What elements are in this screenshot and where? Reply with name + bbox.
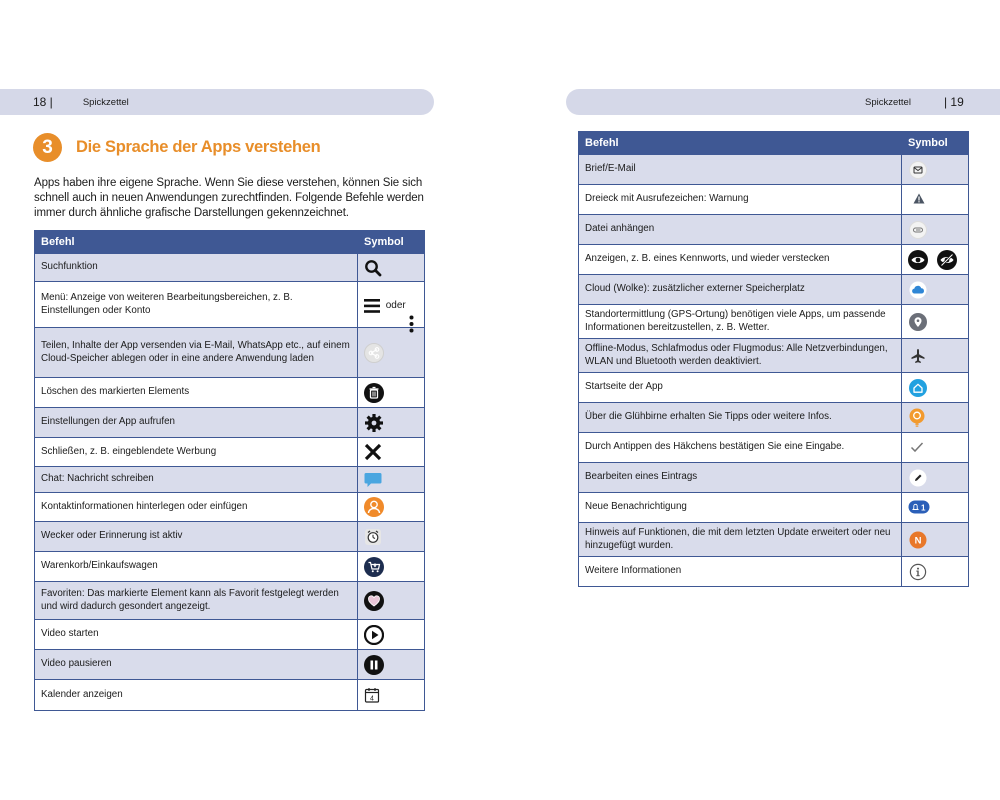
check-icon <box>910 441 924 453</box>
table-row <box>35 680 425 711</box>
table-row <box>579 463 969 493</box>
table-row <box>35 493 425 522</box>
table-row <box>579 339 969 373</box>
command-text: Schließen, z. B. eingeblendete Werbung <box>35 438 358 467</box>
command-table-right <box>578 131 969 587</box>
command-text: Neue Benachrichtigung <box>579 493 902 523</box>
table-row <box>579 523 969 557</box>
table-row <box>579 275 969 305</box>
eye-hidden-icon <box>937 250 957 270</box>
table-row <box>579 373 969 403</box>
table-row <box>35 620 425 650</box>
table-row <box>35 522 425 552</box>
menu-icon <box>364 299 380 313</box>
command-text: Favoriten: Das markierte Element kann als Favorit festgelegt werden und wird dadurch gesondert angezeigt. <box>35 582 358 620</box>
command-text: Hinweis auf Funktionen, die mit dem letzten Update erweitert oder neu hinzugefügt wurden. <box>579 523 902 557</box>
command-text: Offline-Modus, Schlafmodus oder Flugmodus: Alle Netzverbindungen, WLAN und Bluetooth werden deaktiviert. <box>579 339 902 373</box>
header-command: Befehl <box>35 231 358 254</box>
calendar-icon <box>364 687 380 703</box>
close-icon <box>364 443 382 461</box>
table-row <box>579 433 969 463</box>
command-text: Dreieck mit Ausrufezeichen: Warnung <box>579 185 902 215</box>
airplane-icon <box>910 348 926 364</box>
table-row <box>35 582 425 620</box>
or-label: oder <box>385 299 406 311</box>
calendar-day-number: 4 <box>370 695 374 703</box>
info-icon <box>909 563 927 581</box>
gear-icon <box>364 413 384 433</box>
command-text: Startseite der App <box>579 373 902 403</box>
command-text: Weitere Informationen <box>579 557 902 587</box>
command-text: Suchfunktion <box>35 254 358 282</box>
command-text: Kontaktinformationen hinterlegen oder einfügen <box>35 493 358 522</box>
page-number-left: 18 | <box>33 95 53 109</box>
command-text: Menü: Anzeige von weiteren Bearbeitungsbereichen, z. B. Einstellungen oder Konto <box>35 282 358 328</box>
table-row <box>579 245 969 275</box>
location-icon <box>909 313 927 331</box>
table-row <box>579 557 969 587</box>
table-row <box>35 650 425 680</box>
command-text: Über die Glühbirne erhalten Sie Tipps oder weitere Infos. <box>579 403 902 433</box>
new-badge-icon <box>909 531 927 549</box>
command-text: Standortermittlung (GPS-Ortung) benötigen viele Apps, um passende Informationen bereitzustellen, z. B. Wetter. <box>579 305 902 339</box>
table-row <box>35 467 425 493</box>
intro-paragraph: Apps haben ihre eigene Sprache. Wenn Sie diese verstehen, können Sie sich schnell auch in neuen Anwendungen zurechtfinden. Folgende Befehle werden immer durch ähnliche grafische Darstellungen gekennzeichnet. <box>34 177 424 220</box>
contact-icon <box>364 497 384 517</box>
command-text: Anzeigen, z. B. eines Kennworts, und wieder verstecken <box>579 245 902 275</box>
command-text: Datei anhängen <box>579 215 902 245</box>
command-text: Kalender anzeigen <box>35 680 358 711</box>
command-text: Warenkorb/Einkaufswagen <box>35 552 358 582</box>
command-text: Teilen, Inhalte der App versenden via E-Mail, WhatsApp etc., auf einem Cloud-Speicher ablegen oder in eine andere Anwendung laden <box>35 328 358 378</box>
lightbulb-icon <box>908 408 926 428</box>
command-text: Wecker oder Erinnerung ist aktiv <box>35 522 358 552</box>
warning-icon <box>913 193 925 204</box>
command-text: Cloud (Wolke): zusätzlicher externer Speicherplatz <box>579 275 902 305</box>
table-row <box>579 215 969 245</box>
table-row <box>35 438 425 467</box>
home-icon <box>909 379 927 397</box>
mail-icon <box>909 161 927 179</box>
alarm-clock-icon <box>364 528 382 546</box>
command-text: Bearbeiten eines Eintrags <box>579 463 902 493</box>
page-number-right: | 19 <box>943 95 964 109</box>
command-text: Chat: Nachricht schreiben <box>35 467 358 493</box>
table-row <box>579 185 969 215</box>
trash-icon <box>364 383 384 403</box>
table-row <box>579 493 969 523</box>
chat-icon <box>364 472 382 488</box>
attachment-icon <box>909 221 927 239</box>
pause-icon <box>364 655 384 675</box>
chapter-title: Die Sprache der Apps verstehen <box>76 138 321 156</box>
play-icon <box>364 625 384 645</box>
command-text: Einstellungen der App aufrufen <box>35 408 358 438</box>
notification-count: 1 <box>920 503 926 513</box>
table-row <box>579 155 969 185</box>
table-row <box>35 552 425 582</box>
command-text: Video pausieren <box>35 650 358 680</box>
notification-icon <box>908 500 930 514</box>
table-row <box>35 282 425 328</box>
cloud-icon <box>909 281 927 299</box>
table-row <box>35 328 425 378</box>
command-text: Brief/E-Mail <box>579 155 902 185</box>
command-table-left <box>34 230 425 711</box>
chapter-number-badge: 3 <box>33 133 62 162</box>
new-badge-letter: N <box>914 535 922 547</box>
page-header-right <box>566 89 1000 115</box>
search-icon <box>364 259 382 277</box>
table-row <box>579 403 969 433</box>
more-vertical-icon <box>409 315 414 333</box>
page-header-left <box>0 89 434 115</box>
command-text: Durch Antippen des Häkchens bestätigen Sie eine Eingabe. <box>579 433 902 463</box>
heart-icon <box>364 591 384 611</box>
header-command: Befehl <box>579 132 902 155</box>
running-head-left: Spickzettel <box>82 96 129 108</box>
command-text: Löschen des markierten Elements <box>35 378 358 408</box>
cart-icon <box>364 557 384 577</box>
table-row <box>35 408 425 438</box>
table-row <box>579 305 969 339</box>
header-symbol: Symbol <box>358 231 425 254</box>
table-row <box>35 378 425 408</box>
edit-icon <box>909 469 927 487</box>
running-head-right: Spickzettel <box>865 96 911 108</box>
table-row <box>35 254 425 282</box>
share-icon <box>364 343 384 363</box>
chapter-heading <box>33 133 320 162</box>
header-symbol: Symbol <box>902 132 969 155</box>
eye-icon <box>908 250 928 270</box>
command-text: Video starten <box>35 620 358 650</box>
